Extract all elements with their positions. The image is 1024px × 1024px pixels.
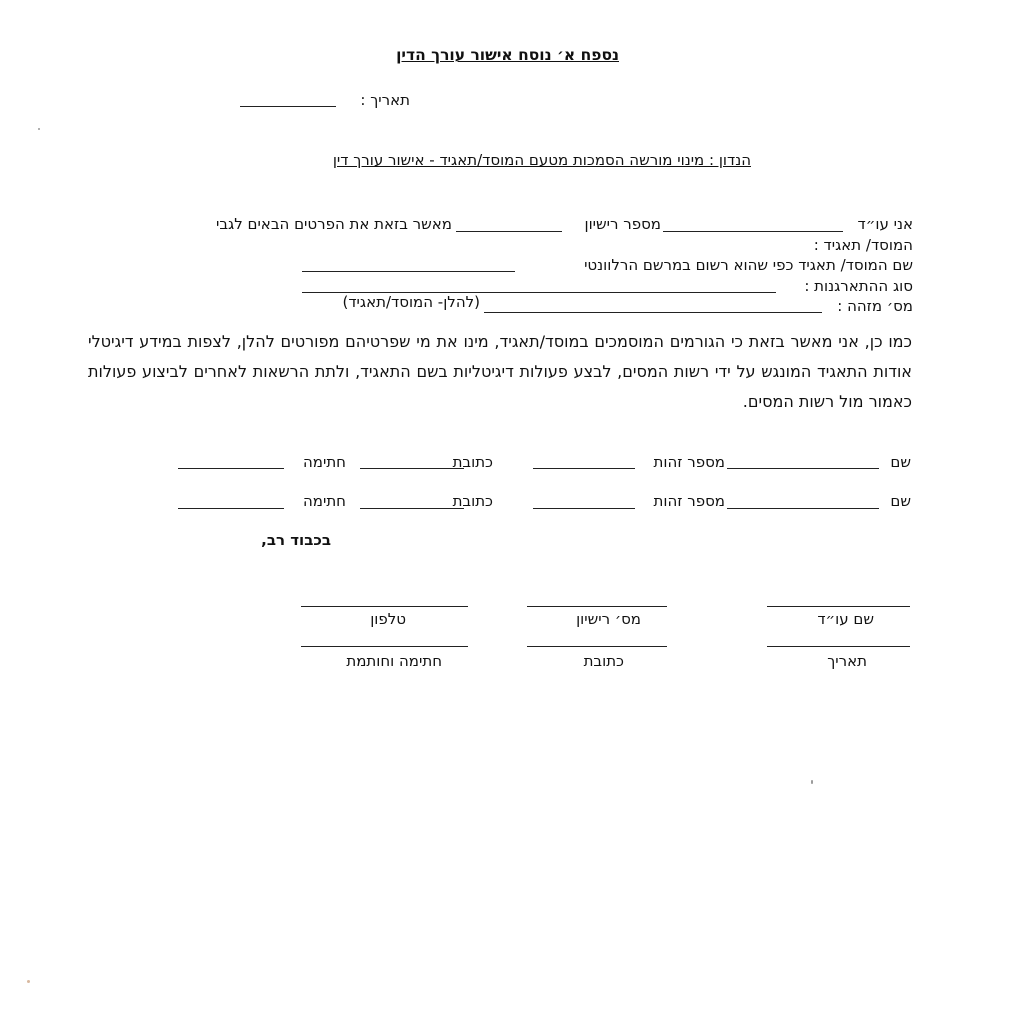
entity-registered-name-label: שם המוסד/ תאגיד כפי שהוא רשום במרשם הרלוונטי (584, 256, 913, 274)
footer-signature-stamp-label: חתימה וחותמת (346, 652, 442, 670)
signature-stamp-sign-line[interactable] (301, 646, 468, 647)
date-label: תאריך : (360, 91, 410, 109)
subject-line: הנדון : מינוי מורשה הסמכות מטעם המוסד/תאגיד - אישור עורך דין (332, 151, 751, 169)
authorization-paragraph: כמו כן, אני מאשר בזאת כי הגורמים המוסמכים במוסד/תאגיד, מינו את מי שפרטיהם מפורטים להלן, לצפות במידע דיגיטלי אודות התאגיד המונגש על ידי רשות המסים, לבצע פעולות דיגיטליות בשם התאגיד, ולתת הרשאות לאחרים לביצוע פעולות כאמור מול רשות המסים. (88, 332, 912, 411)
phone-sign-line[interactable] (301, 606, 468, 607)
footer-address-label: כתובת (583, 652, 624, 670)
footer-license-label: מס׳ רישיון (576, 610, 641, 628)
lawyer-name-field-line[interactable] (663, 231, 843, 232)
signer-id-field-line[interactable] (533, 508, 635, 509)
signer-name-field-line[interactable] (727, 468, 879, 469)
date-field-line[interactable] (240, 106, 336, 107)
signer-id-label: מספר זהות (653, 492, 725, 510)
entity-name-field-line[interactable] (302, 271, 515, 272)
scan-speck (38, 128, 40, 130)
license-sign-line[interactable] (527, 606, 667, 607)
footer-date-label: תאריך (827, 652, 867, 670)
signer-address-label: כתובת (452, 453, 493, 471)
signer-signature-field-line[interactable] (178, 508, 284, 509)
signer-address-label: כתובת (452, 492, 493, 510)
signer-name-field-line[interactable] (727, 508, 879, 509)
confirm-text: מאשר בזאת את הפרטים הבאים לגבי (216, 215, 452, 233)
lawyer-name-sign-line[interactable] (767, 606, 910, 607)
signer-signature-label: חתימה (302, 453, 346, 471)
lawyer-label: אני עו״ד (857, 215, 913, 233)
signer-name-label: שם (890, 453, 911, 471)
signer-address-field-line[interactable] (360, 468, 464, 469)
closing-text: בכבוד רב, (261, 531, 331, 549)
license-field-line[interactable] (456, 231, 562, 232)
signer-id-field-line[interactable] (533, 468, 635, 469)
license-label: מספר רישיון (584, 215, 661, 233)
signer-address-field-line[interactable] (360, 508, 464, 509)
scan-speck (811, 780, 813, 784)
date-sign-line[interactable] (767, 646, 910, 647)
identifier-field-line[interactable] (484, 312, 822, 313)
address-sign-line[interactable] (527, 646, 667, 647)
scan-speck (27, 980, 30, 983)
signer-signature-field-line[interactable] (178, 468, 284, 469)
signer-signature-label: חתימה (302, 492, 346, 510)
footer-lawyer-name-label: שם עו״ד (817, 610, 874, 628)
identifier-label: מס׳ מזהה : (837, 297, 913, 315)
signer-id-label: מספר זהות (653, 453, 725, 471)
signer-name-label: שם (890, 492, 911, 510)
form-heading: נספח א׳ נוסח אישור עורך הדין (396, 46, 619, 64)
footer-phone-label: טלפון (370, 610, 406, 628)
hereinafter-text: (להלן- המוסד/תאגיד) (342, 293, 480, 311)
entity-label: המוסד/ תאגיד : (813, 236, 913, 254)
organization-type-label: סוג ההתארגנות : (804, 277, 913, 295)
